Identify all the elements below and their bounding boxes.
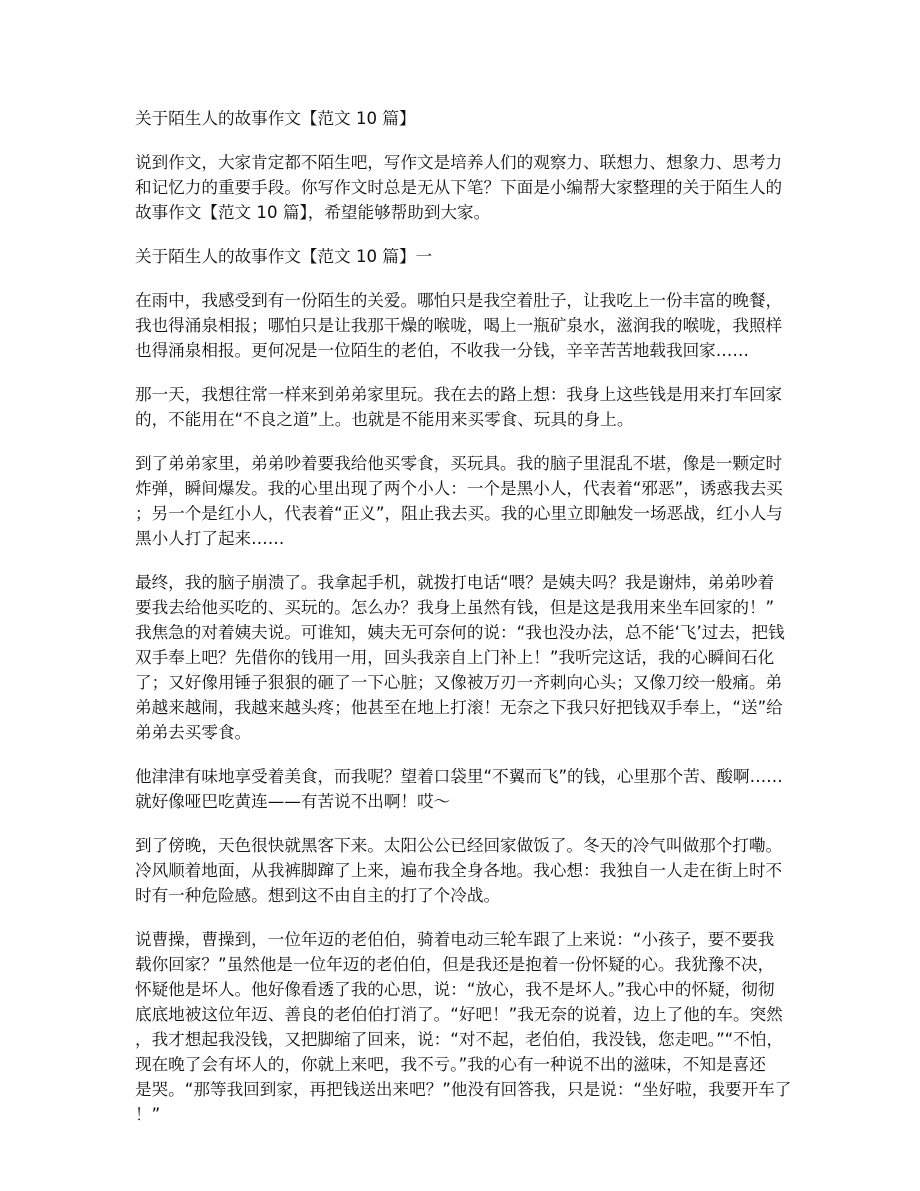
- text-line: 炸弹，瞬间爆发。我的心里出现了两个小人：一个是黑小人，代表着“邪恶”，诱惑我去买: [135, 479, 783, 498]
- essay-paragraph: [135, 764, 805, 814]
- text-line: 那一天，我想往常一样来到弟弟家里玩。我在去的路上想：我身上这些钱是用来打车回家: [135, 385, 783, 404]
- text-line: 最终，我的脑子崩溃了。我拿起手机，就拨打电话“喂？是姨夫吗？我是谢炜，弟弟吵着: [135, 573, 775, 592]
- document-title: [135, 106, 805, 131]
- text-line: ！”: [135, 1105, 161, 1124]
- text-line: 说曹操，曹操到，一位年迈的老伯伯，骑着电动三轮车跟了上来说：“小孩子，要不要我: [135, 930, 775, 949]
- essay-paragraph: [135, 451, 805, 551]
- text-line: 故事作文【范文 10 篇】，希望能够帮助到大家。: [135, 203, 491, 222]
- section-heading-text: 关于陌生人的故事作文【范文 10 篇】一: [135, 247, 433, 266]
- title-text: 关于陌生人的故事作文【范文 10 篇】: [135, 109, 416, 128]
- text-line: 了；又好像用锤子狠狠的砸了一下心脏；又像被万刃一齐刺向心头；又像刀绞一般痛。弟: [135, 673, 783, 692]
- text-line: ；另一个是红小人，代表着“正义”，阻止我去买。我的心里立即触发一场恶战，红小人与: [135, 504, 783, 523]
- text-line: 怀疑他是坏人。他好像看透了我的心思，说：“放心，我不是坏人。”我心中的怀疑，彻彻: [135, 980, 775, 999]
- text-line: 现在晚了会有坏人的，你就上来吧，我不亏。”我的心有一种说不出的滋味，不知是喜还: [135, 1055, 766, 1074]
- text-line: 时有一种危险感。想到这不由自主的打了个冷战。: [135, 886, 501, 905]
- text-line: 冷风顺着地面，从我裤脚蹿了上来，遍布我全身各地。我心想：我独自一人走在街上时不: [135, 861, 783, 880]
- text-line: 和记忆力的重要手段。你写作文时总是无从下笔？下面是小编帮大家整理的关于陌生人的: [135, 178, 783, 197]
- text-line: 黑小人打了起来……: [135, 529, 285, 548]
- text-line: 就好像哑巴吃黄连——有苦说不出啊！哎～: [135, 792, 451, 811]
- essay-body: [135, 288, 805, 1127]
- section-heading: [135, 244, 805, 269]
- text-line: 到了傍晚，天色很快就黑客下来。太阳公公已经回家做饭了。冬天的冷气叫做那个打嘞。: [135, 836, 783, 855]
- text-line: ，我才想起我没钱，又把脚缩了回来，说：“对不起，老伯伯，我没钱，您走吧。”“不怕，: [135, 1030, 784, 1049]
- text-line: 在雨中，我感受到有一份陌生的关爱。哪怕只是我空着肚子，让我吃上一份丰富的晚餐，: [135, 291, 783, 310]
- text-line: 到了弟弟家里，弟弟吵着要我给他买零食，买玩具。我的脑子里混乱不堪，像是一颗定时: [135, 454, 783, 473]
- text-line: 我焦急的对着姨夫说。可谁知，姨夫无可奈何的说：“我也没办法，总不能‘飞’过去，把钱: [135, 623, 785, 642]
- text-line: 双手奉上吧？先借你的钱用一用，回头我亲自上门补上！”我听完这话，我的心瞬间石化: [135, 648, 775, 667]
- text-line: 的，不能用在“不良之道”上。也就是不能用来买零食、玩具的身上。: [135, 410, 634, 429]
- essay-paragraph: [135, 927, 805, 1127]
- text-line: 弟越来越闹，我越来越头疼；他甚至在地上打滚！无奈之下我只好把钱双手奉上，“送”给: [135, 698, 783, 717]
- text-line: 也得涌泉相报。更何况是一位陌生的老伯，不收我一分钱，辛辛苦苦地载我回家……: [135, 341, 749, 360]
- text-line: 说到作文，大家肯定都不陌生吧，写作文是培养人们的观察力、联想力、想象力、思考力: [135, 153, 783, 172]
- essay-paragraph: [135, 833, 805, 908]
- essay-paragraph: [135, 382, 805, 432]
- intro-paragraph: [135, 150, 805, 225]
- document-body: [135, 106, 805, 1146]
- text-line: 是哭。“那等我回到家，再把钱送出来吧？”他没有回答我，只是说：“坐好啦，我要开车了: [135, 1080, 792, 1099]
- text-line: 弟弟去买零食。: [135, 723, 252, 742]
- essay-paragraph: [135, 288, 805, 363]
- text-line: 我也得涌泉相报；哪怕只是让我那干燥的喉咙，喝上一瓶矿泉水，滋润我的喉咙，我照样: [135, 316, 783, 335]
- essay-paragraph: [135, 570, 805, 745]
- text-line: 他津津有味地享受着美食，而我呢？望着口袋里“不翼而飞”的钱，心里那个苦、酸啊……: [135, 767, 783, 786]
- text-line: 载你回家？”虽然他是一位年迈的老伯伯，但是我还是抱着一份怀疑的心。我犹豫不决，: [135, 955, 775, 974]
- text-line: 底底地被这位年迈、善良的老伯伯打消了。“好吧！”我无奈的说着，边上了他的车。突然: [135, 1005, 783, 1024]
- text-line: 要我去给他买吃的、买玩的。怎么办？我身上虽然有钱，但是这是我用来坐车回家的！”: [135, 598, 775, 617]
